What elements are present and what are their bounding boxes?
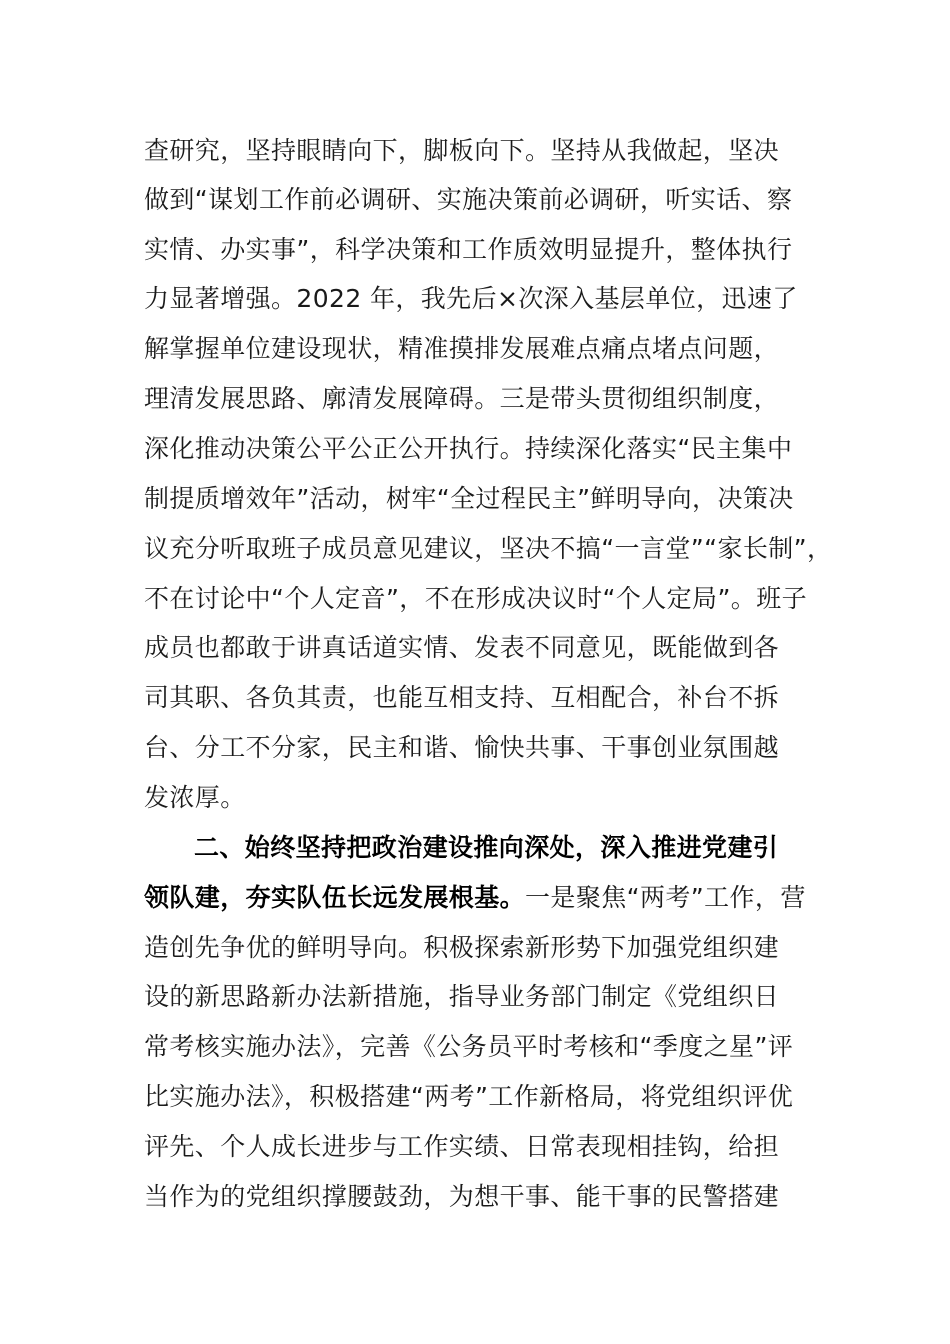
body-text-line: 司其职、各负其责，也能互相支持、互相配合，补台不拆 — [144, 683, 780, 712]
section-heading-bold-end: 领队建，夯实队伍长远发展根基。 — [144, 883, 526, 912]
body-text-line: 常考核实施办法》，完善《公务员平时考核和“季度之星”评 — [144, 1032, 794, 1061]
body-text-line: 查研究，坚持眼睛向下，脚板向下。坚持从我做起，坚决 — [144, 136, 780, 165]
body-text-line: 议充分听取班子成员意见建议，坚决不搞“一言堂”“家长制”， — [144, 534, 833, 563]
body-text-line: 台、分工不分家，民主和谐、愉快共事、干事创业氛围越 — [144, 733, 780, 762]
body-text-line: 不在讨论中“个人定音”，不在形成决议时“个人定局”。班子 — [144, 584, 808, 613]
section-body-start: 一是聚焦“两考”工作，营 — [525, 883, 806, 912]
body-text-line: 设的新思路新办法新措施，指导业务部门制定《党组织日 — [144, 982, 780, 1011]
body-text-line: 力显著增强。2022 年，我先后×次深入基层单位，迅速了 — [144, 284, 798, 313]
body-text-line: 解掌握单位建设现状，精准摸排发展难点痛点堵点问题， — [144, 334, 780, 363]
body-text-line: 制提质增效年”活动，树牢“全过程民主”鲜明导向，决策决 — [144, 484, 794, 513]
body-text-line: 理清发展思路、廓清发展障碍。三是带头贯彻组织制度， — [144, 384, 780, 413]
body-text-line: 实情、办实事”，科学决策和工作质效明显提升，整体执行 — [144, 235, 793, 264]
body-text-line: 成员也都敢于讲真话道实情、发表不同意见，既能做到各 — [144, 633, 780, 662]
body-text-line: 做到“谋划工作前必调研、实施决策前必调研，听实话、察 — [144, 185, 793, 214]
section-heading-continuation — [144, 882, 806, 914]
body-text-line: 深化推动决策公平公正公开执行。持续深化落实“民主集中 — [144, 434, 793, 463]
body-text-line: 比实施办法》，积极搭建“两考”工作新格局，将党组织评优 — [144, 1082, 794, 1111]
section-heading: 二、始终坚持把政治建设推向深处，深入推进党建引 — [194, 833, 779, 862]
body-text-line: 发浓厚。 — [144, 783, 246, 812]
body-text-line: 造创先争优的鲜明导向。积极探索新形势下加强党组织建 — [144, 933, 780, 962]
body-text-line: 评先、个人成长进步与工作实绩、日常表现相挂钩，给担 — [144, 1132, 780, 1161]
body-text-line: 当作为的党组织撑腰鼓劲，为想干事、能干事的民警搭建 — [144, 1182, 780, 1211]
